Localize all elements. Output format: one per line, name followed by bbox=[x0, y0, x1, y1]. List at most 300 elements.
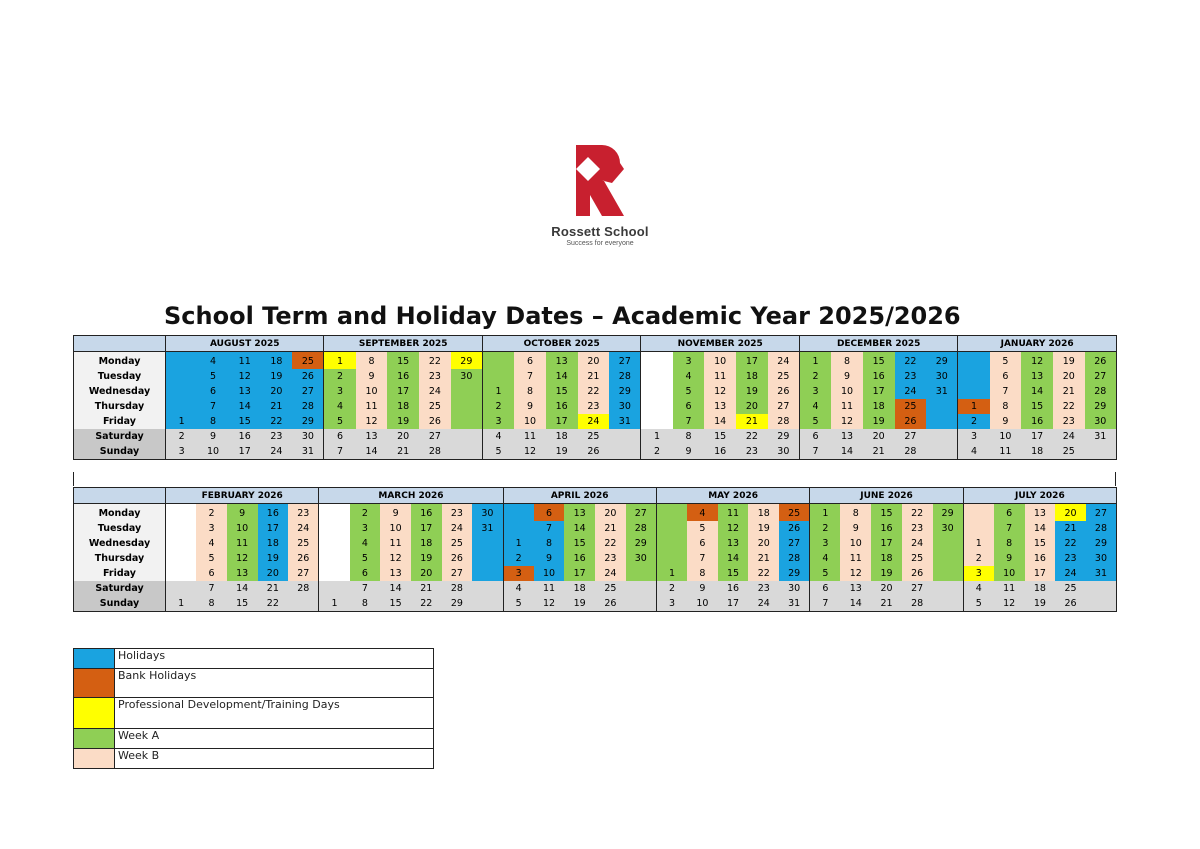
date-cell: 4 bbox=[958, 444, 990, 460]
date-cell: 4 bbox=[799, 399, 831, 414]
date-cell: 12 bbox=[840, 566, 871, 581]
date-cell: 15 bbox=[704, 429, 736, 444]
date-cell: 27 bbox=[1086, 504, 1117, 522]
date-cell: 7 bbox=[990, 384, 1022, 399]
date-cell: 24 bbox=[578, 414, 610, 429]
date-cell: 4 bbox=[810, 551, 841, 566]
date-cell: 18 bbox=[261, 352, 293, 370]
date-cell: 28 bbox=[288, 581, 319, 596]
date-cell bbox=[626, 566, 657, 581]
date-cell: 4 bbox=[324, 399, 356, 414]
date-cell: 23 bbox=[595, 551, 626, 566]
date-cell: 2 bbox=[958, 414, 990, 429]
date-cell: 20 bbox=[1055, 504, 1086, 522]
date-cell: 29 bbox=[626, 536, 657, 551]
date-cell: 3 bbox=[799, 384, 831, 399]
month-header: FEBRUARY 2026 bbox=[166, 488, 319, 504]
date-cell bbox=[933, 581, 964, 596]
date-cell: 31 bbox=[472, 521, 503, 536]
date-cell: 25 bbox=[419, 399, 451, 414]
date-cell: 13 bbox=[704, 399, 736, 414]
date-cell: 10 bbox=[197, 444, 229, 460]
date-cell: 30 bbox=[609, 399, 641, 414]
date-cell bbox=[451, 414, 483, 429]
date-cell: 20 bbox=[595, 504, 626, 522]
date-cell: 14 bbox=[1021, 384, 1053, 399]
date-cell: 17 bbox=[546, 414, 578, 429]
date-cell: 15 bbox=[718, 566, 749, 581]
calendar-spacer bbox=[73, 472, 1116, 486]
date-cell: 30 bbox=[626, 551, 657, 566]
date-cell bbox=[166, 504, 197, 522]
date-cell: 23 bbox=[419, 369, 451, 384]
date-cell: 16 bbox=[1025, 551, 1056, 566]
date-cell: 30 bbox=[779, 581, 810, 596]
date-cell: 3 bbox=[503, 566, 534, 581]
date-cell: 18 bbox=[564, 581, 595, 596]
date-cell: 22 bbox=[736, 429, 768, 444]
date-cell: 12 bbox=[704, 384, 736, 399]
day-name: Tuesday bbox=[74, 521, 166, 536]
date-cell: 11 bbox=[380, 536, 411, 551]
date-cell: 9 bbox=[687, 581, 718, 596]
date-cell: 7 bbox=[994, 521, 1025, 536]
date-cell: 21 bbox=[261, 399, 293, 414]
date-cell: 17 bbox=[387, 384, 419, 399]
date-cell: 14 bbox=[704, 414, 736, 429]
date-cell bbox=[319, 581, 350, 596]
date-cell bbox=[926, 399, 958, 414]
date-cell: 18 bbox=[411, 536, 442, 551]
date-cell: 1 bbox=[482, 384, 514, 399]
date-cell: 17 bbox=[258, 521, 289, 536]
date-cell: 18 bbox=[258, 536, 289, 551]
date-cell: 8 bbox=[350, 596, 381, 612]
date-cell: 23 bbox=[1055, 551, 1086, 566]
date-cell: 14 bbox=[227, 581, 258, 596]
date-cell: 7 bbox=[810, 596, 841, 612]
date-cell: 1 bbox=[166, 596, 197, 612]
date-cell: 29 bbox=[442, 596, 473, 612]
date-cell: 9 bbox=[197, 429, 229, 444]
date-cell: 25 bbox=[895, 399, 927, 414]
date-cell: 5 bbox=[990, 352, 1022, 370]
date-cell: 17 bbox=[1025, 566, 1056, 581]
date-cell: 16 bbox=[564, 551, 595, 566]
date-cell: 25 bbox=[288, 536, 319, 551]
date-cell: 5 bbox=[503, 596, 534, 612]
date-cell: 28 bbox=[895, 444, 927, 460]
date-cell: 31 bbox=[779, 596, 810, 612]
date-cell: 29 bbox=[451, 352, 483, 370]
date-cell: 13 bbox=[831, 429, 863, 444]
date-cell: 5 bbox=[810, 566, 841, 581]
date-cell bbox=[482, 369, 514, 384]
date-cell: 3 bbox=[482, 414, 514, 429]
month-header: DECEMBER 2025 bbox=[799, 336, 957, 352]
date-cell: 2 bbox=[503, 551, 534, 566]
date-cell: 22 bbox=[748, 566, 779, 581]
date-cell: 22 bbox=[895, 352, 927, 370]
date-cell: 26 bbox=[288, 551, 319, 566]
date-cell: 21 bbox=[1053, 384, 1085, 399]
date-cell: 14 bbox=[564, 521, 595, 536]
date-cell: 11 bbox=[229, 352, 261, 370]
date-cell: 10 bbox=[380, 521, 411, 536]
date-cell: 2 bbox=[656, 581, 687, 596]
date-cell: 7 bbox=[673, 414, 705, 429]
date-cell: 11 bbox=[514, 429, 546, 444]
date-cell: 30 bbox=[1085, 414, 1117, 429]
day-row bbox=[74, 429, 1117, 444]
day-name: Saturday bbox=[74, 581, 166, 596]
date-cell: 22 bbox=[578, 384, 610, 399]
school-logo bbox=[534, 143, 666, 247]
date-cell: 1 bbox=[810, 504, 841, 522]
date-cell: 24 bbox=[261, 444, 293, 460]
date-cell: 13 bbox=[1025, 504, 1056, 522]
rossett-logo-icon bbox=[574, 143, 626, 218]
day-row bbox=[74, 369, 1117, 384]
date-cell: 6 bbox=[197, 384, 229, 399]
day-name: Monday bbox=[74, 504, 166, 522]
date-cell: 28 bbox=[626, 521, 657, 536]
date-cell: 9 bbox=[994, 551, 1025, 566]
month-header: JUNE 2026 bbox=[810, 488, 963, 504]
day-row bbox=[74, 384, 1117, 399]
date-cell: 12 bbox=[229, 369, 261, 384]
date-cell bbox=[933, 596, 964, 612]
date-cell: 1 bbox=[958, 399, 990, 414]
date-cell: 22 bbox=[411, 596, 442, 612]
date-cell: 18 bbox=[1021, 444, 1053, 460]
month-header-row bbox=[74, 336, 1117, 352]
date-cell: 16 bbox=[718, 581, 749, 596]
date-cell: 17 bbox=[871, 536, 902, 551]
month-header: APRIL 2026 bbox=[503, 488, 656, 504]
date-cell: 28 bbox=[609, 369, 641, 384]
date-cell bbox=[319, 521, 350, 536]
day-row bbox=[74, 414, 1117, 429]
date-cell: 25 bbox=[578, 429, 610, 444]
date-cell: 26 bbox=[768, 384, 800, 399]
date-cell: 13 bbox=[380, 566, 411, 581]
date-cell: 4 bbox=[673, 369, 705, 384]
date-cell: 23 bbox=[578, 399, 610, 414]
date-cell: 1 bbox=[324, 352, 356, 370]
date-cell: 20 bbox=[736, 399, 768, 414]
date-cell: 8 bbox=[687, 566, 718, 581]
date-cell bbox=[933, 566, 964, 581]
date-cell: 11 bbox=[994, 581, 1025, 596]
date-cell: 30 bbox=[451, 369, 483, 384]
date-cell: 19 bbox=[1053, 352, 1085, 370]
month-header: MARCH 2026 bbox=[319, 488, 503, 504]
date-cell: 14 bbox=[229, 399, 261, 414]
date-cell bbox=[166, 551, 197, 566]
date-cell: 15 bbox=[380, 596, 411, 612]
date-cell bbox=[626, 581, 657, 596]
date-cell: 27 bbox=[609, 352, 641, 370]
date-cell: 3 bbox=[656, 596, 687, 612]
date-cell: 11 bbox=[831, 399, 863, 414]
date-cell: 7 bbox=[687, 551, 718, 566]
legend-swatch bbox=[74, 649, 115, 669]
date-cell: 22 bbox=[1055, 536, 1086, 551]
date-cell: 5 bbox=[963, 596, 994, 612]
date-cell: 25 bbox=[902, 551, 933, 566]
date-cell: 2 bbox=[963, 551, 994, 566]
date-cell: 16 bbox=[229, 429, 261, 444]
date-cell: 17 bbox=[564, 566, 595, 581]
date-cell: 23 bbox=[442, 504, 473, 522]
legend-row bbox=[74, 749, 434, 769]
day-name: Friday bbox=[74, 414, 166, 429]
date-cell bbox=[319, 551, 350, 566]
date-cell: 17 bbox=[1021, 429, 1053, 444]
date-cell: 8 bbox=[831, 352, 863, 370]
date-cell: 19 bbox=[261, 369, 293, 384]
date-cell: 22 bbox=[419, 352, 451, 370]
date-cell: 6 bbox=[324, 429, 356, 444]
date-cell: 3 bbox=[958, 429, 990, 444]
day-row bbox=[74, 536, 1117, 551]
date-cell: 8 bbox=[840, 504, 871, 522]
day-row bbox=[74, 566, 1117, 581]
date-cell bbox=[933, 536, 964, 551]
date-cell bbox=[166, 581, 197, 596]
date-cell: 27 bbox=[292, 384, 324, 399]
legend-swatch bbox=[74, 669, 115, 698]
date-cell: 25 bbox=[442, 536, 473, 551]
date-cell: 13 bbox=[229, 384, 261, 399]
date-cell: 26 bbox=[902, 566, 933, 581]
date-cell: 24 bbox=[442, 521, 473, 536]
date-cell bbox=[626, 596, 657, 612]
date-cell: 20 bbox=[578, 352, 610, 370]
date-cell: 24 bbox=[902, 536, 933, 551]
date-cell: 21 bbox=[595, 521, 626, 536]
date-cell bbox=[958, 352, 990, 370]
date-cell: 16 bbox=[1021, 414, 1053, 429]
date-cell: 9 bbox=[227, 504, 258, 522]
date-cell: 22 bbox=[595, 536, 626, 551]
date-cell: 26 bbox=[419, 414, 451, 429]
date-cell: 11 bbox=[990, 444, 1022, 460]
date-cell: 2 bbox=[324, 369, 356, 384]
date-cell bbox=[641, 414, 673, 429]
date-cell: 22 bbox=[902, 504, 933, 522]
date-cell: 18 bbox=[863, 399, 895, 414]
date-cell bbox=[482, 352, 514, 370]
date-cell: 10 bbox=[514, 414, 546, 429]
date-cell: 1 bbox=[503, 536, 534, 551]
date-cell: 12 bbox=[994, 596, 1025, 612]
date-cell: 19 bbox=[736, 384, 768, 399]
legend-table bbox=[73, 648, 434, 769]
date-cell: 26 bbox=[292, 369, 324, 384]
date-cell: 27 bbox=[895, 429, 927, 444]
date-cell bbox=[503, 504, 534, 522]
date-cell: 1 bbox=[319, 596, 350, 612]
date-cell: 10 bbox=[356, 384, 388, 399]
legend-row bbox=[74, 698, 434, 729]
date-cell: 21 bbox=[736, 414, 768, 429]
date-cell: 5 bbox=[687, 521, 718, 536]
date-cell bbox=[166, 369, 198, 384]
date-cell: 28 bbox=[292, 399, 324, 414]
school-name: Rossett School bbox=[551, 224, 649, 239]
month-header-row bbox=[74, 488, 1117, 504]
header-corner bbox=[74, 488, 166, 504]
date-cell: 17 bbox=[736, 352, 768, 370]
calendar-table-autumn bbox=[73, 335, 1117, 460]
date-cell: 26 bbox=[595, 596, 626, 612]
date-cell: 6 bbox=[799, 429, 831, 444]
date-cell: 24 bbox=[768, 352, 800, 370]
date-cell: 13 bbox=[356, 429, 388, 444]
date-cell bbox=[451, 429, 483, 444]
date-cell bbox=[166, 521, 197, 536]
date-cell bbox=[641, 369, 673, 384]
date-cell: 4 bbox=[687, 504, 718, 522]
date-cell bbox=[472, 596, 503, 612]
date-cell: 18 bbox=[748, 504, 779, 522]
legend-row bbox=[74, 649, 434, 669]
day-name: Saturday bbox=[74, 429, 166, 444]
date-cell bbox=[166, 536, 197, 551]
date-cell: 28 bbox=[779, 551, 810, 566]
date-cell: 25 bbox=[768, 369, 800, 384]
date-cell: 28 bbox=[902, 596, 933, 612]
date-cell: 11 bbox=[840, 551, 871, 566]
date-cell: 15 bbox=[546, 384, 578, 399]
date-cell: 7 bbox=[514, 369, 546, 384]
date-cell: 8 bbox=[673, 429, 705, 444]
date-cell: 26 bbox=[578, 444, 610, 460]
date-cell: 26 bbox=[895, 414, 927, 429]
date-cell: 19 bbox=[871, 566, 902, 581]
date-cell: 31 bbox=[1085, 429, 1117, 444]
date-cell: 20 bbox=[871, 581, 902, 596]
date-cell: 5 bbox=[799, 414, 831, 429]
date-cell: 26 bbox=[1055, 596, 1086, 612]
date-cell: 3 bbox=[166, 444, 198, 460]
calendar-table-spring-summer bbox=[73, 487, 1117, 612]
date-cell: 28 bbox=[442, 581, 473, 596]
date-cell bbox=[958, 369, 990, 384]
date-cell: 11 bbox=[704, 369, 736, 384]
date-cell bbox=[656, 504, 687, 522]
page-title: School Term and Holiday Dates – Academic Year 2025/2026 bbox=[164, 302, 961, 330]
date-cell: 10 bbox=[994, 566, 1025, 581]
date-cell: 16 bbox=[546, 399, 578, 414]
date-cell: 23 bbox=[1053, 414, 1085, 429]
date-cell bbox=[472, 551, 503, 566]
date-cell: 3 bbox=[963, 566, 994, 581]
legend-label: Week A bbox=[115, 729, 434, 749]
date-cell: 15 bbox=[1025, 536, 1056, 551]
date-cell: 2 bbox=[641, 444, 673, 460]
date-cell: 6 bbox=[687, 536, 718, 551]
date-cell: 3 bbox=[196, 521, 227, 536]
date-cell: 5 bbox=[350, 551, 381, 566]
date-cell: 19 bbox=[411, 551, 442, 566]
date-cell: 6 bbox=[534, 504, 565, 522]
date-cell: 12 bbox=[718, 521, 749, 536]
date-cell: 26 bbox=[779, 521, 810, 536]
date-cell: 24 bbox=[1053, 429, 1085, 444]
date-cell: 16 bbox=[704, 444, 736, 460]
date-cell: 19 bbox=[387, 414, 419, 429]
date-cell bbox=[641, 352, 673, 370]
date-cell: 17 bbox=[718, 596, 749, 612]
date-cell: 7 bbox=[196, 581, 227, 596]
date-cell: 10 bbox=[687, 596, 718, 612]
date-cell: 29 bbox=[933, 504, 964, 522]
date-cell bbox=[472, 566, 503, 581]
date-cell: 11 bbox=[356, 399, 388, 414]
date-cell bbox=[656, 536, 687, 551]
date-cell: 23 bbox=[261, 429, 293, 444]
date-cell: 12 bbox=[831, 414, 863, 429]
date-cell bbox=[609, 444, 641, 460]
date-cell: 16 bbox=[411, 504, 442, 522]
date-cell: 5 bbox=[197, 369, 229, 384]
date-cell: 19 bbox=[564, 596, 595, 612]
date-cell bbox=[926, 429, 958, 444]
date-cell: 3 bbox=[810, 536, 841, 551]
date-cell: 11 bbox=[718, 504, 749, 522]
date-cell: 5 bbox=[673, 384, 705, 399]
date-cell: 12 bbox=[380, 551, 411, 566]
date-cell: 19 bbox=[863, 414, 895, 429]
date-cell: 21 bbox=[258, 581, 289, 596]
date-cell: 25 bbox=[1055, 581, 1086, 596]
date-cell bbox=[609, 429, 641, 444]
date-cell: 31 bbox=[292, 444, 324, 460]
date-cell: 21 bbox=[863, 444, 895, 460]
date-cell: 24 bbox=[748, 596, 779, 612]
month-header: SEPTEMBER 2025 bbox=[324, 336, 483, 352]
date-cell: 18 bbox=[736, 369, 768, 384]
date-cell: 18 bbox=[546, 429, 578, 444]
date-cell bbox=[166, 384, 198, 399]
date-cell: 6 bbox=[990, 369, 1022, 384]
date-cell: 4 bbox=[196, 536, 227, 551]
date-cell: 5 bbox=[482, 444, 514, 460]
date-cell: 13 bbox=[1021, 369, 1053, 384]
date-cell: 18 bbox=[387, 399, 419, 414]
day-name: Friday bbox=[74, 566, 166, 581]
date-cell: 24 bbox=[895, 384, 927, 399]
day-name: Wednesday bbox=[74, 536, 166, 551]
date-cell: 6 bbox=[810, 581, 841, 596]
date-cell: 19 bbox=[546, 444, 578, 460]
date-cell: 29 bbox=[1085, 399, 1117, 414]
date-cell: 1 bbox=[656, 566, 687, 581]
legend-row bbox=[74, 729, 434, 749]
date-cell: 9 bbox=[831, 369, 863, 384]
date-cell: 12 bbox=[514, 444, 546, 460]
date-cell: 20 bbox=[748, 536, 779, 551]
date-cell: 16 bbox=[258, 504, 289, 522]
date-cell bbox=[641, 384, 673, 399]
day-name: Thursday bbox=[74, 399, 166, 414]
date-cell: 21 bbox=[871, 596, 902, 612]
date-cell: 30 bbox=[933, 521, 964, 536]
date-cell: 6 bbox=[514, 352, 546, 370]
